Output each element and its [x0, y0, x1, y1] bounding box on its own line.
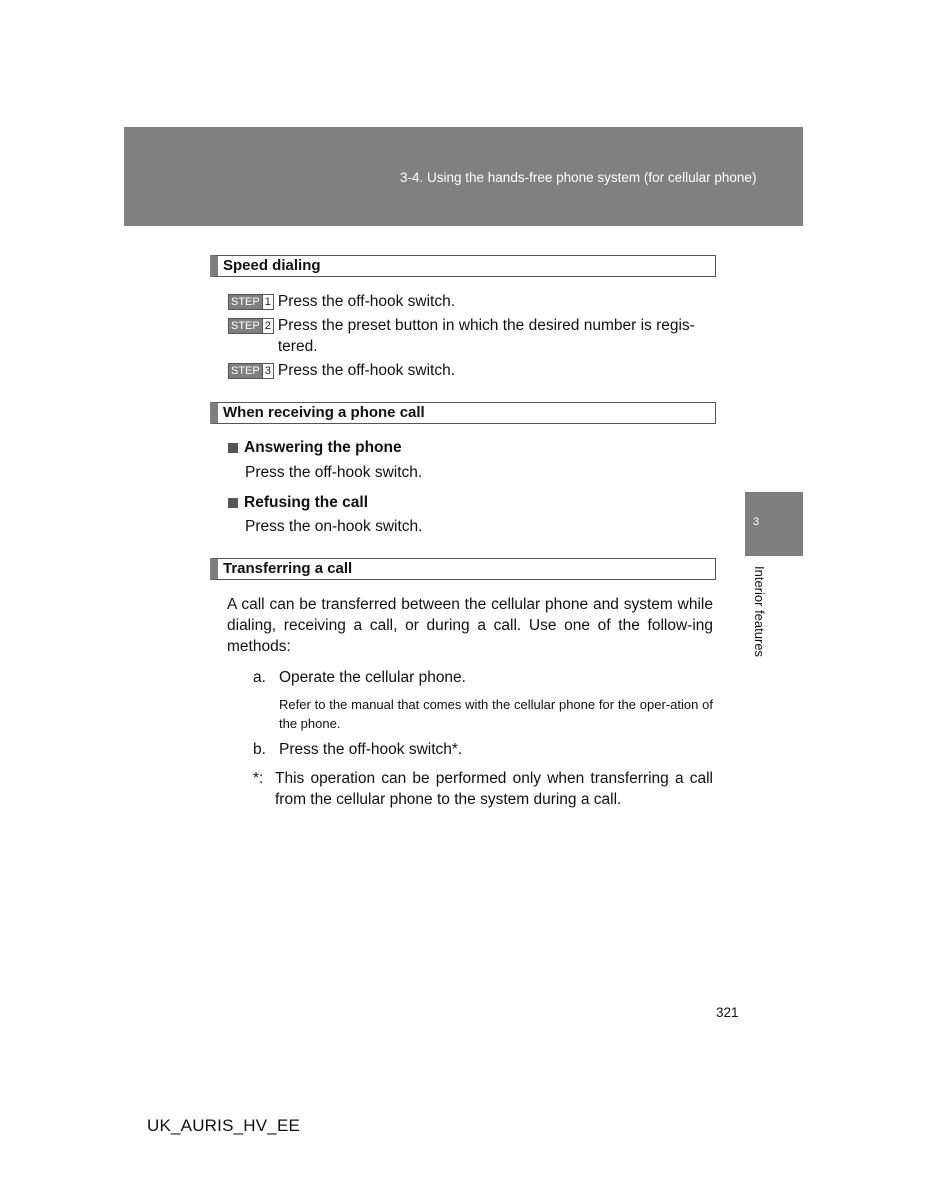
step-1 [228, 291, 712, 312]
chapter-side-tab-number: 3 [753, 516, 760, 528]
item-a-text: Operate the cellular phone. [279, 669, 466, 686]
step-2 [228, 315, 712, 357]
item-a-marker: a. [253, 669, 266, 686]
step-badge-word: STEP [231, 296, 260, 308]
refusing-text: Press the on-hook switch. [245, 518, 423, 535]
section-heading-speed-dialing: Speed dialing [210, 255, 716, 277]
step-text: Press the off-hook switch. [277, 362, 456, 379]
subheading-refusing [228, 493, 368, 513]
footer-document-code: UK_AURIS_HV_EE [147, 1116, 301, 1135]
step-text: Press the preset button in which the desired number is regis-tered. [277, 317, 695, 355]
transfer-intro: A call can be transferred between the cellular phone and system while dialing, receiving a call, or during a call. Use one of the follow-ing methods: [227, 596, 713, 655]
page-number: 321 [716, 1005, 739, 1020]
subheading-refusing-label: Refusing the call [244, 494, 369, 511]
step-badge-word: STEP [231, 365, 260, 377]
chapter-side-label: Interior features [752, 566, 767, 658]
step-badge-word: STEP [231, 320, 260, 332]
footnote-marker: *: [253, 770, 264, 787]
step-badge [228, 294, 274, 310]
section-heading-transferring: Transferring a call [210, 558, 716, 580]
section-heading-receiving-call: When receiving a phone call [210, 402, 716, 424]
chapter-header-title: 3-4. Using the hands-free phone system (for cellular phone) [400, 170, 757, 185]
square-bullet-icon [228, 443, 238, 453]
item-b-text: Press the off-hook switch*. [279, 741, 463, 758]
subheading-answering [228, 438, 402, 458]
footnote-text: This operation can be performed only when transferring a call from the cellular phone to the system during a call. [275, 770, 713, 808]
item-b-marker: b. [253, 741, 266, 758]
subheading-answering-label: Answering the phone [244, 439, 402, 456]
step-badge-number: 3 [262, 364, 273, 378]
step-3 [228, 360, 712, 381]
item-a-note: Refer to the manual that comes with the cellular phone for the oper-ation of the phone. [279, 697, 713, 731]
step-badge [228, 318, 274, 334]
step-badge-number: 1 [262, 295, 273, 309]
square-bullet-icon [228, 498, 238, 508]
step-badge [228, 363, 274, 379]
answering-text: Press the off-hook switch. [245, 464, 423, 481]
step-badge-number: 2 [262, 319, 273, 333]
step-text: Press the off-hook switch. [277, 293, 456, 310]
